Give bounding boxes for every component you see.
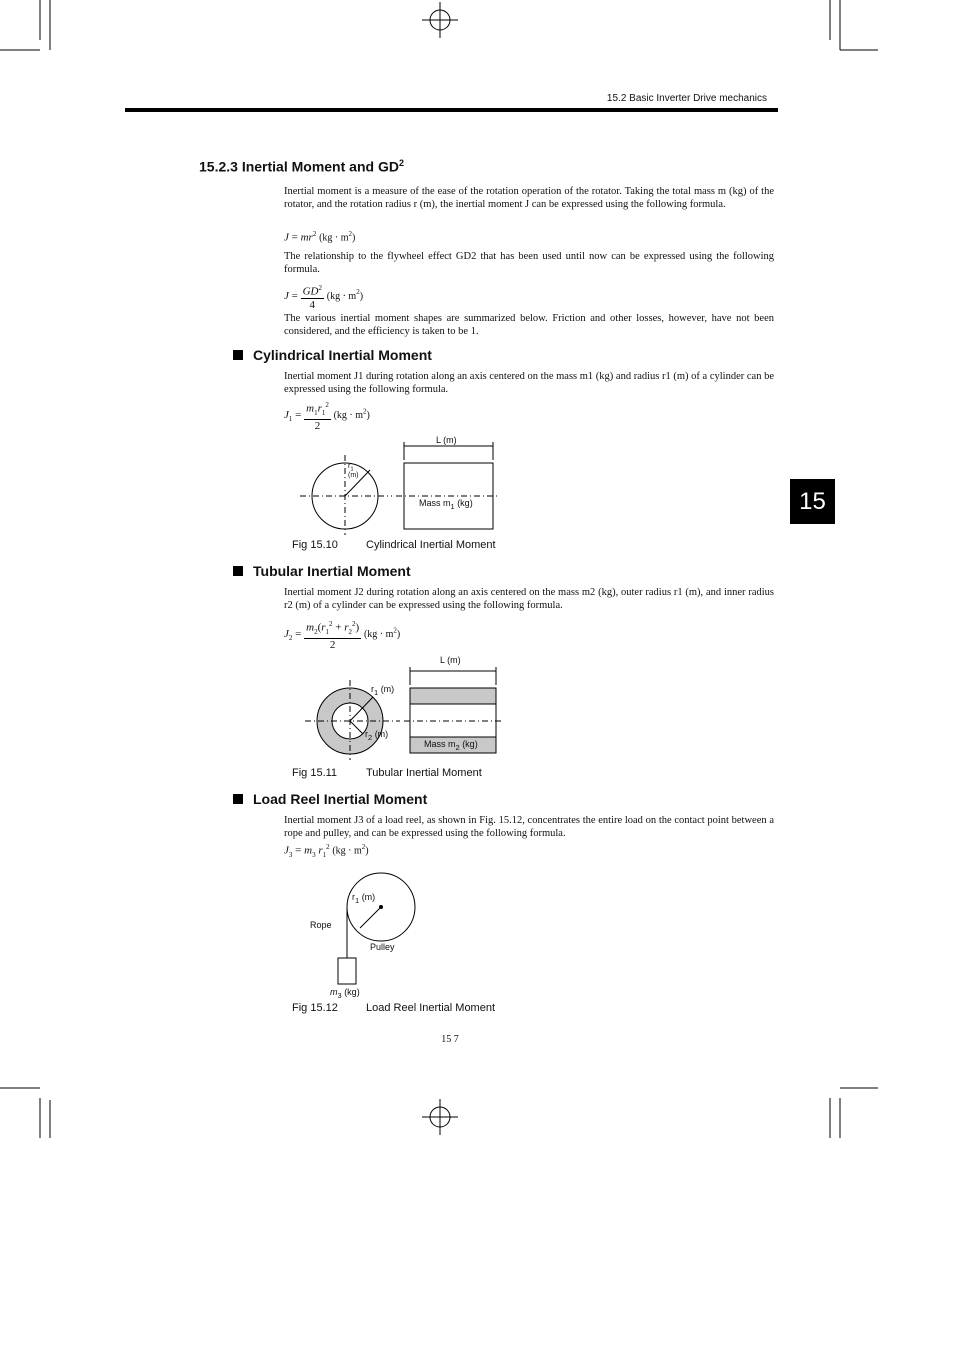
cylindrical-paragraph: Inertial moment J1 during rotation along an axis centered on the mass m1 (kg) and radius r1 (m) of a cylinder can be expressed using the following formula. xyxy=(284,371,774,395)
caption-fig-15-11: Fig 15.11 Tubular Inertial Moment xyxy=(292,767,482,779)
cylindrical-heading: Cylindrical Inertial Moment xyxy=(233,347,432,363)
formula-j-mr2: $J = mr^2$ $(kg \cdot m^2)$ xyxy=(284,230,356,244)
intro-paragraph-2: The relationship to the flywheel effect GD2 that has been used until now can be expressed using the following formula. xyxy=(284,251,774,275)
tube-r2-label: $r_2$ (m) xyxy=(365,729,389,742)
tube-r1-label: $r_1$ (m) xyxy=(371,684,395,697)
caption-fig-15-12: Fig 15.12 Load Reel Inertial Moment xyxy=(292,1002,496,1014)
header-rule xyxy=(125,108,778,112)
page-number: 15 7 xyxy=(441,1034,459,1045)
section-title: 15.2.3 Inertial Moment and $GD^2$ xyxy=(199,158,404,175)
intro-paragraph-1: Inertial moment is a measure of the ease of the rotation operation of the rotator. Taking the total mass m (kg) of the rotator, and the rotation radius r (m), the inertial moment J can be expressed using the following formula. xyxy=(284,186,774,210)
cylinder-diagram xyxy=(300,440,510,535)
reel-r1-label: $r_1$ (m) xyxy=(352,892,376,905)
reel-mass-label: $m_3$ (kg) xyxy=(330,987,360,1000)
reel-pulley-label: Pulley xyxy=(370,942,395,952)
formula-j2: $J_2$ = $\frac{m_2(r_1^2 + r_2^2)}{2}$ $(kg \cdot m^2)$ xyxy=(284,620,401,651)
cylinder-length-label: L (m) xyxy=(436,435,457,445)
cylinder-radius-label: $r_1$ (m) xyxy=(348,463,359,480)
tubular-paragraph: Inertial moment J2 during rotation along an axis centered on the mass m2 (kg), outer radius r1 (m), and inner radius r2 (m) of a cylinder can be expressed using the following formula. xyxy=(284,587,774,611)
tubular-heading: Tubular Inertial Moment xyxy=(233,563,411,579)
load-reel-paragraph: Inertial moment J3 of a load reel, as shown in Fig. 15.12, concentrates the entire load on the contact point between a rope and pulley, and can be expressed using the following formula. xyxy=(284,815,774,839)
chapter-tab: 15 xyxy=(790,479,835,524)
cylinder-mass-label: Mass $m_1$ (kg) xyxy=(419,498,473,511)
tube-length-label: L (m) xyxy=(440,655,461,665)
tube-diagram xyxy=(300,665,510,760)
reel-rope-label: Rope xyxy=(310,920,332,930)
intro-paragraph-3: The various inertial moment shapes are summarized below. Friction and other losses, however, have not been considered, and the efficiency is taken to be 1. xyxy=(284,313,774,337)
formula-j-gd2: J = $\frac{GD^2}{4}$ $(kg \cdot m^2)$ xyxy=(284,284,364,311)
formula-j1: $J_1$ = $\frac{m_1r_1^2}{2}$ $(kg \cdot m^2)$ xyxy=(284,401,370,432)
tube-mass-label: Mass $m_2$ (kg) xyxy=(424,739,478,752)
running-header: 15.2 Basic Inverter Drive mechanics xyxy=(606,93,767,104)
formula-j3: $J_3 = m_3$ $r_1^2$ $(kg \cdot m^2)$ xyxy=(284,843,369,859)
caption-fig-15-10: Fig 15.10 Cylindrical Inertial Moment xyxy=(292,539,496,551)
load-reel-heading: Load Reel Inertial Moment xyxy=(233,791,427,807)
